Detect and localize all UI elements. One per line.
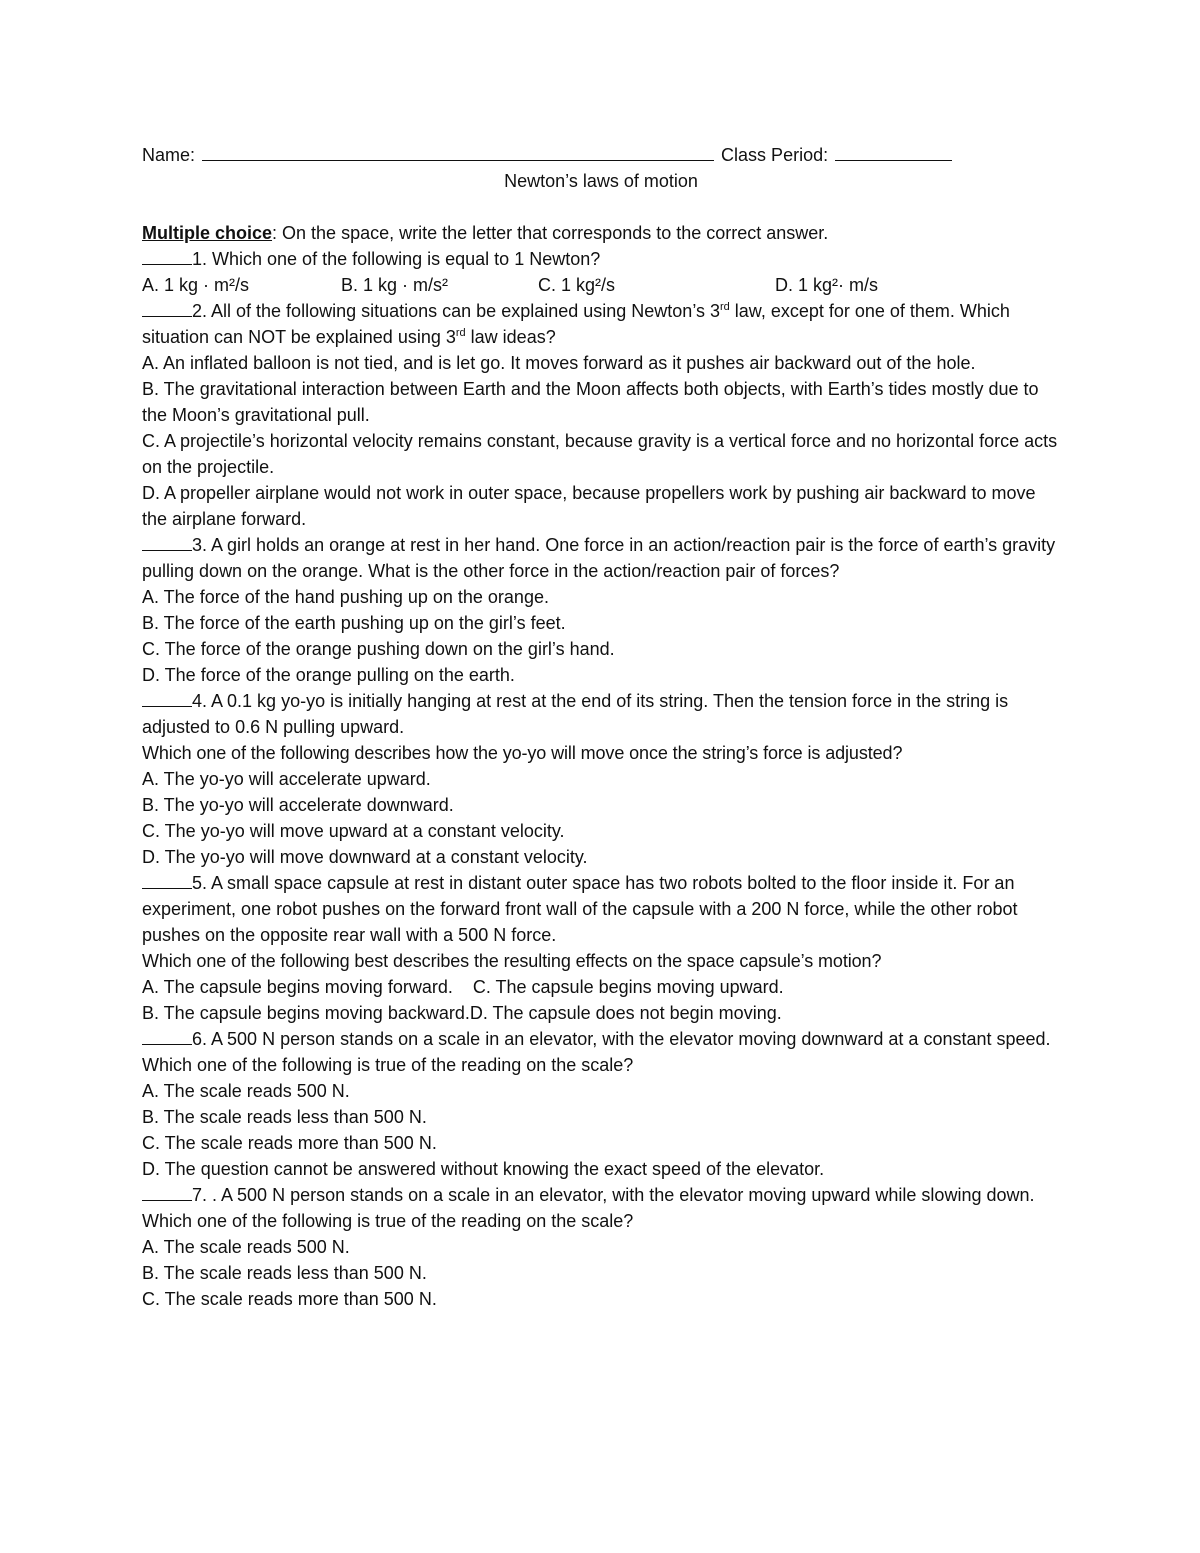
instructions — [142, 220, 1060, 246]
q2-option-b: B. The gravitational interaction between Earth and the Moon affects both objects, with Earth’s tides mostly due to the Moon’s gravitational pull. — [142, 379, 1039, 425]
q7-option-b: B. The scale reads less than 500 N. — [142, 1263, 427, 1283]
question-2-stem-c: law ideas? — [465, 327, 556, 347]
instructions-heading: Multiple choice — [142, 223, 273, 243]
q3-option-c: C. The force of the orange pushing down on the girl’s hand. — [142, 639, 615, 659]
question-2-sup-1: rd — [720, 301, 730, 313]
question-1 — [142, 246, 1060, 272]
question-5-stem: 5. A small space capsule at rest in distant outer space has two robots bolted to the floor inside it. For an experiment, one robot pushes on the forward front wall of the capsule with a 200 N force, while the other robot pushes on the opposite rear wall with a 500 N force. — [142, 873, 1018, 945]
question-7 — [142, 1182, 1060, 1208]
q6-option-a: A. The scale reads 500 N. — [142, 1081, 350, 1101]
q1-option-d: D. 1 kg²· m/s — [775, 275, 879, 295]
question-4-prompt: Which one of the following describes how the yo-yo will move once the string’s force is adjusted? — [142, 743, 903, 763]
question-6-stem: 6. A 500 N person stands on a scale in an elevator, with the elevator moving downward at a constant speed. — [192, 1029, 1051, 1049]
question-4-stem: 4. A 0.1 kg yo-yo is initially hanging at rest at the end of its string. Then the tension force in the string is adjusted to 0.6 N pulling upward. — [142, 691, 1009, 737]
question-5 — [142, 870, 1060, 948]
q2-option-d: D. A propeller airplane would not work in outer space, because propellers work by pushing air backward to move the airplane forward. — [142, 483, 1036, 529]
question-2-sup-2: rd — [455, 327, 466, 339]
worksheet-page — [142, 142, 1060, 1312]
name-blank[interactable] — [202, 142, 714, 161]
q1-option-c: C. 1 kg²/s — [538, 275, 616, 295]
question-7-stem: 7. . A 500 N person stands on a scale in an elevator, with the elevator moving upward while slowing down. — [192, 1185, 1035, 1205]
answer-blank-6[interactable] — [142, 1026, 192, 1045]
answer-blank-1[interactable] — [142, 246, 192, 265]
q3-option-d: D. The force of the orange pulling on the earth. — [142, 665, 515, 685]
question-6 — [142, 1026, 1060, 1052]
q4-option-d: D. The yo-yo will move downward at a constant velocity. — [142, 847, 588, 867]
q3-option-b: B. The force of the earth pushing up on the girl’s feet. — [142, 613, 566, 633]
question-4 — [142, 688, 1060, 740]
q7-option-c: C. The scale reads more than 500 N. — [142, 1289, 437, 1309]
answer-blank-3[interactable] — [142, 532, 192, 551]
instructions-text: : On the space, write the letter that corresponds to the correct answer. — [272, 223, 829, 243]
question-1-options — [142, 272, 1060, 298]
q5-options-a-c: A. The capsule begins moving forward. C. The capsule begins moving upward. — [142, 977, 784, 997]
answer-blank-5[interactable] — [142, 870, 192, 889]
q6-option-b: B. The scale reads less than 500 N. — [142, 1107, 427, 1127]
q4-option-c: C. The yo-yo will move upward at a constant velocity. — [142, 821, 565, 841]
class-period-label: Class Period: — [721, 145, 829, 165]
q7-option-a: A. The scale reads 500 N. — [142, 1237, 350, 1257]
header-line — [142, 142, 1060, 168]
q4-option-a: A. The yo-yo will accelerate upward. — [142, 769, 431, 789]
page-title: Newton’s laws of motion — [504, 171, 698, 191]
question-2 — [142, 298, 1060, 350]
question-3-stem: 3. A girl holds an orange at rest in her hand. One force in an action/reaction pair is the force of earth’s gravity pulling down on the orange. What is the other force in the action/reaction pair of forces? — [142, 535, 1056, 581]
answer-blank-7[interactable] — [142, 1182, 192, 1201]
question-1-stem: 1. Which one of the following is equal to 1 Newton? — [192, 249, 601, 269]
q5-options-b-d: B. The capsule begins moving backward.D. The capsule does not begin moving. — [142, 1003, 782, 1023]
q1-option-a: A. 1 kg · m²/s — [142, 275, 250, 295]
answer-blank-4[interactable] — [142, 688, 192, 707]
q2-option-a: A. An inflated balloon is not tied, and is let go. It moves forward as it pushes air backward out of the hole. — [142, 353, 976, 373]
class-period-blank[interactable] — [835, 142, 952, 161]
answer-blank-2[interactable] — [142, 298, 192, 317]
q3-option-a: A. The force of the hand pushing up on the orange. — [142, 587, 549, 607]
q4-option-b: B. The yo-yo will accelerate downward. — [142, 795, 454, 815]
q1-option-b: B. 1 kg · m/s² — [341, 275, 449, 295]
question-3 — [142, 532, 1060, 584]
question-7-prompt: Which one of the following is true of the reading on the scale? — [142, 1211, 634, 1231]
q6-option-c: C. The scale reads more than 500 N. — [142, 1133, 437, 1153]
question-2-stem-a: 2. All of the following situations can be explained using Newton’s 3 — [192, 301, 721, 321]
question-2-stem-b: law, except for one of them. Which situation can NOT be explained using 3 — [142, 301, 1010, 347]
q6-option-d: D. The question cannot be answered without knowing the exact speed of the elevator. — [142, 1159, 825, 1179]
question-6-prompt: Which one of the following is true of the reading on the scale? — [142, 1055, 634, 1075]
name-label: Name: — [142, 145, 196, 165]
question-5-prompt: Which one of the following best describes the resulting effects on the space capsule’s motion? — [142, 951, 882, 971]
q2-option-c: C. A projectile’s horizontal velocity remains constant, because gravity is a vertical force and no horizontal force acts on the projectile. — [142, 431, 1058, 477]
